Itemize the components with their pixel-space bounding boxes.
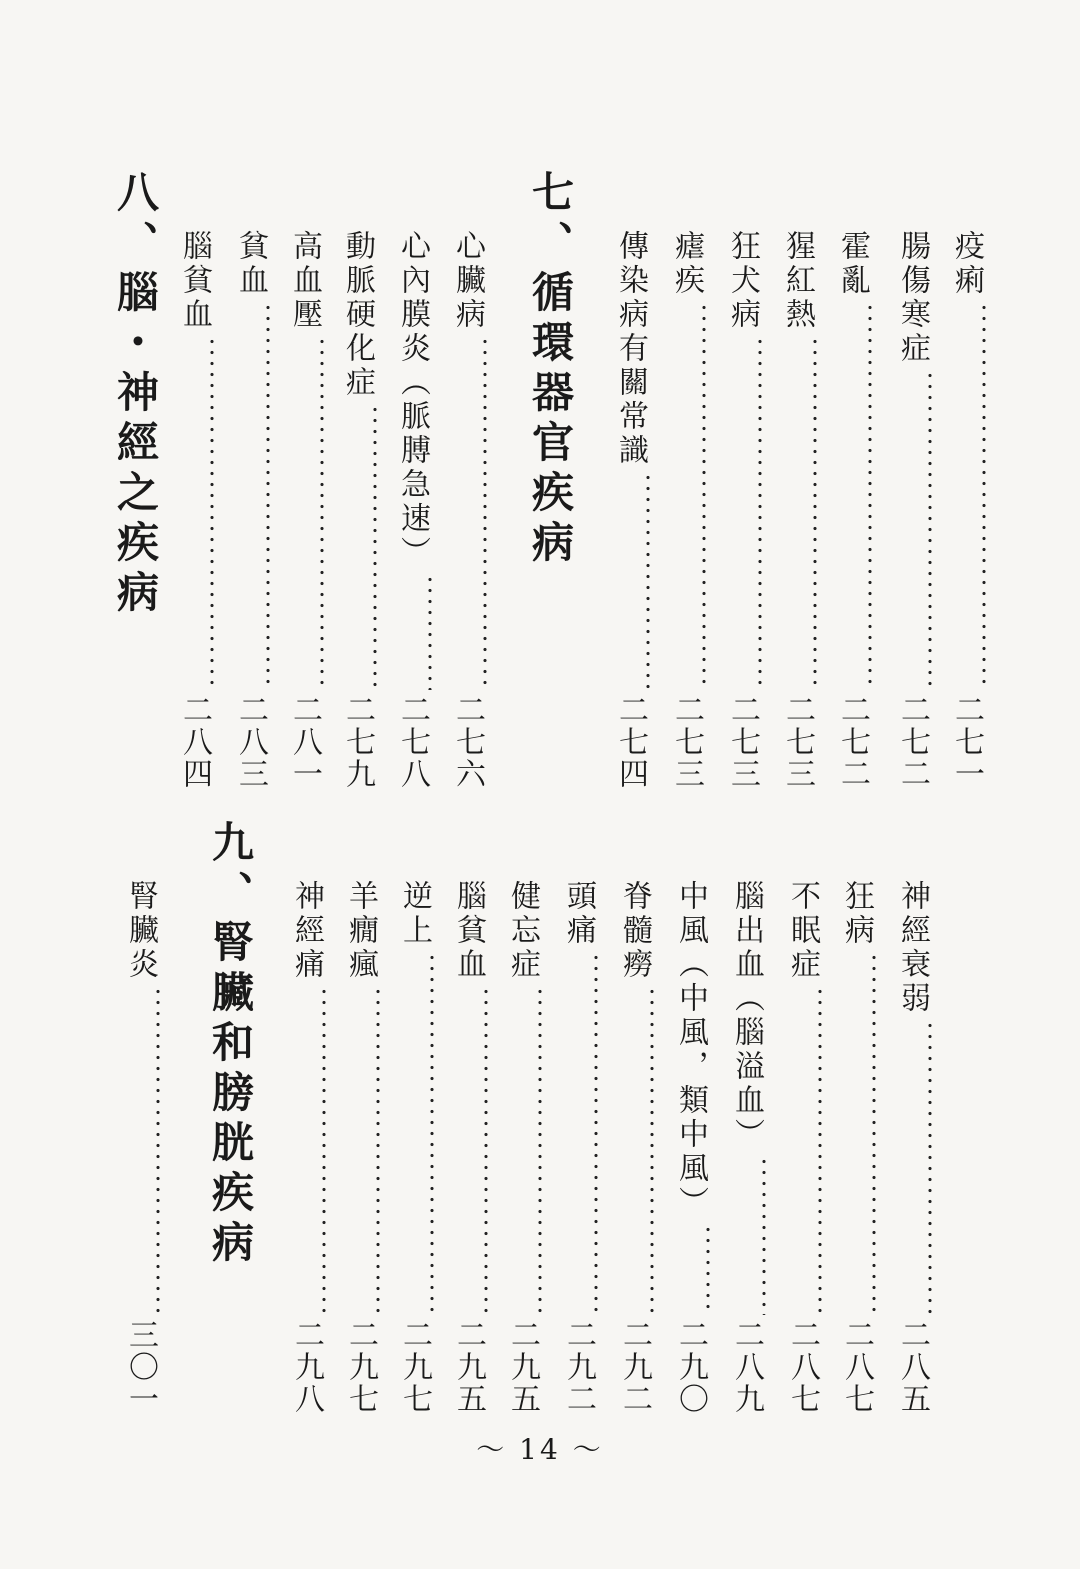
entry-title: 腸傷寒症 xyxy=(895,230,930,366)
entry-page: 二八七 xyxy=(785,1319,820,1415)
section-8-heading: 八、腦・神經之疾病 xyxy=(111,170,160,620)
leader-dots xyxy=(428,952,436,1315)
leader-dots xyxy=(482,986,490,1315)
leader-dots xyxy=(980,302,988,690)
leader-dots xyxy=(154,986,162,1315)
toc-entry-18 xyxy=(668,880,712,1415)
toc-entry-11 xyxy=(282,230,326,790)
leader-dots xyxy=(756,336,764,690)
leader-dots xyxy=(320,986,328,1315)
entry-page: 二七一 xyxy=(949,694,984,790)
leader-dots xyxy=(811,336,819,690)
leader-dots xyxy=(700,302,708,690)
entry-page: 二九八 xyxy=(289,1319,324,1415)
entry-page: 二七八 xyxy=(395,694,430,790)
entry-page: 二七三 xyxy=(725,694,760,790)
entry-title: 腦貧血 xyxy=(451,880,486,982)
toc-entry-19 xyxy=(612,880,656,1415)
toc-entry-26 xyxy=(118,880,162,1415)
toc-entry-24 xyxy=(338,880,382,1415)
entry-title: 逆上 xyxy=(397,880,432,948)
entry-page: 二八九 xyxy=(729,1319,764,1415)
entry-title: 腎臟炎 xyxy=(123,880,158,982)
leader-dots xyxy=(371,404,379,690)
entry-page: 二八五 xyxy=(895,1319,930,1415)
entry-page: 三〇一 xyxy=(123,1319,158,1415)
toc-entry-3 xyxy=(830,230,874,790)
entry-title: 高血壓 xyxy=(287,230,322,332)
entry-title: 霍亂 xyxy=(835,230,870,298)
entry-page: 二七九 xyxy=(340,694,375,790)
toc-entry-15 xyxy=(834,880,878,1415)
entry-page: 二七三 xyxy=(780,694,815,790)
leader-dots xyxy=(816,986,824,1315)
toc-entry-2 xyxy=(890,230,934,790)
leader-dots xyxy=(644,472,652,690)
entry-title: 腦出血（腦溢血） xyxy=(729,880,764,1152)
entry-title: 猩紅熱 xyxy=(780,230,815,332)
section-9-heading: 九、腎臟和膀胱疾病 xyxy=(206,820,255,1270)
entry-title: 神經衰弱 xyxy=(895,880,930,1016)
toc-entry-4 xyxy=(775,230,819,790)
entry-title: 瘧疾 xyxy=(669,230,704,298)
entry-page: 二七二 xyxy=(835,694,870,790)
entry-page: 二七六 xyxy=(450,694,485,790)
leader-dots xyxy=(208,336,216,690)
entry-page: 二七二 xyxy=(895,694,930,790)
toc-entry-25 xyxy=(284,880,328,1415)
leader-dots xyxy=(648,986,656,1315)
section-7-heading: 七、循環器官疾病 xyxy=(526,170,575,570)
entry-page: 二八三 xyxy=(233,694,268,790)
leader-dots xyxy=(592,952,600,1315)
entry-title: 心臟病 xyxy=(450,230,485,332)
leader-dots xyxy=(926,1020,934,1315)
entry-title: 心內膜炎（脈膊急速） xyxy=(395,230,430,570)
entry-page: 二九二 xyxy=(617,1319,652,1415)
toc-entry-23 xyxy=(392,880,436,1415)
entry-title: 動脈硬化症 xyxy=(340,230,375,400)
entry-page: 二九七 xyxy=(397,1319,432,1415)
toc-entry-14 xyxy=(890,880,934,1415)
entry-title: 狂病 xyxy=(839,880,874,948)
entry-title: 中風（中風，類中風） xyxy=(673,880,708,1220)
entry-page: 二八一 xyxy=(287,694,322,790)
toc-entry-1 xyxy=(944,230,988,790)
entry-title: 頭痛 xyxy=(561,880,596,948)
entry-title: 傳染病有關常識 xyxy=(613,230,648,468)
toc-entry-10 xyxy=(335,230,379,790)
entry-title: 健忘症 xyxy=(505,880,540,982)
leader-dots xyxy=(481,336,489,690)
entry-page: 二七四 xyxy=(613,694,648,790)
toc-entry-5 xyxy=(720,230,764,790)
leader-dots xyxy=(704,1224,712,1315)
entry-page: 二九二 xyxy=(561,1319,596,1415)
leader-dots xyxy=(318,336,326,690)
entry-page: 二九〇 xyxy=(673,1319,708,1415)
entry-title: 羊癇瘋 xyxy=(343,880,378,982)
entry-page: 二九五 xyxy=(505,1319,540,1415)
entry-title: 不眠症 xyxy=(785,880,820,982)
toc-entry-12 xyxy=(228,230,272,790)
toc-entry-9 xyxy=(390,230,434,790)
leader-dots xyxy=(374,986,382,1315)
entry-title: 疫痢 xyxy=(949,230,984,298)
toc-entry-22 xyxy=(446,880,490,1415)
toc-entry-17 xyxy=(724,880,768,1415)
toc-entry-6 xyxy=(664,230,708,790)
toc-entry-13 xyxy=(172,230,216,790)
leader-dots xyxy=(926,370,934,690)
toc-entry-16 xyxy=(780,880,824,1415)
leader-dots xyxy=(760,1156,768,1315)
entry-page: 二八四 xyxy=(177,694,212,790)
leader-dots xyxy=(264,302,272,690)
entry-title: 神經痛 xyxy=(289,880,324,982)
toc-entry-8 xyxy=(445,230,489,790)
entry-page: 二九五 xyxy=(451,1319,486,1415)
entry-page: 二七三 xyxy=(669,694,704,790)
leader-dots xyxy=(426,574,434,690)
entry-page: 二八七 xyxy=(839,1319,874,1415)
leader-dots xyxy=(536,986,544,1315)
page-number: ～ 14 ～ xyxy=(476,1433,604,1466)
leader-dots xyxy=(866,302,874,690)
leader-dots xyxy=(870,952,878,1315)
toc-entry-21 xyxy=(500,880,544,1415)
entry-title: 貧血 xyxy=(233,230,268,298)
entry-page: 二九七 xyxy=(343,1319,378,1415)
toc-entry-20 xyxy=(556,880,600,1415)
entry-title: 脊髓癆 xyxy=(617,880,652,982)
toc-entry-7 xyxy=(608,230,652,790)
entry-title: 腦貧血 xyxy=(177,230,212,332)
entry-title: 狂犬病 xyxy=(725,230,760,332)
